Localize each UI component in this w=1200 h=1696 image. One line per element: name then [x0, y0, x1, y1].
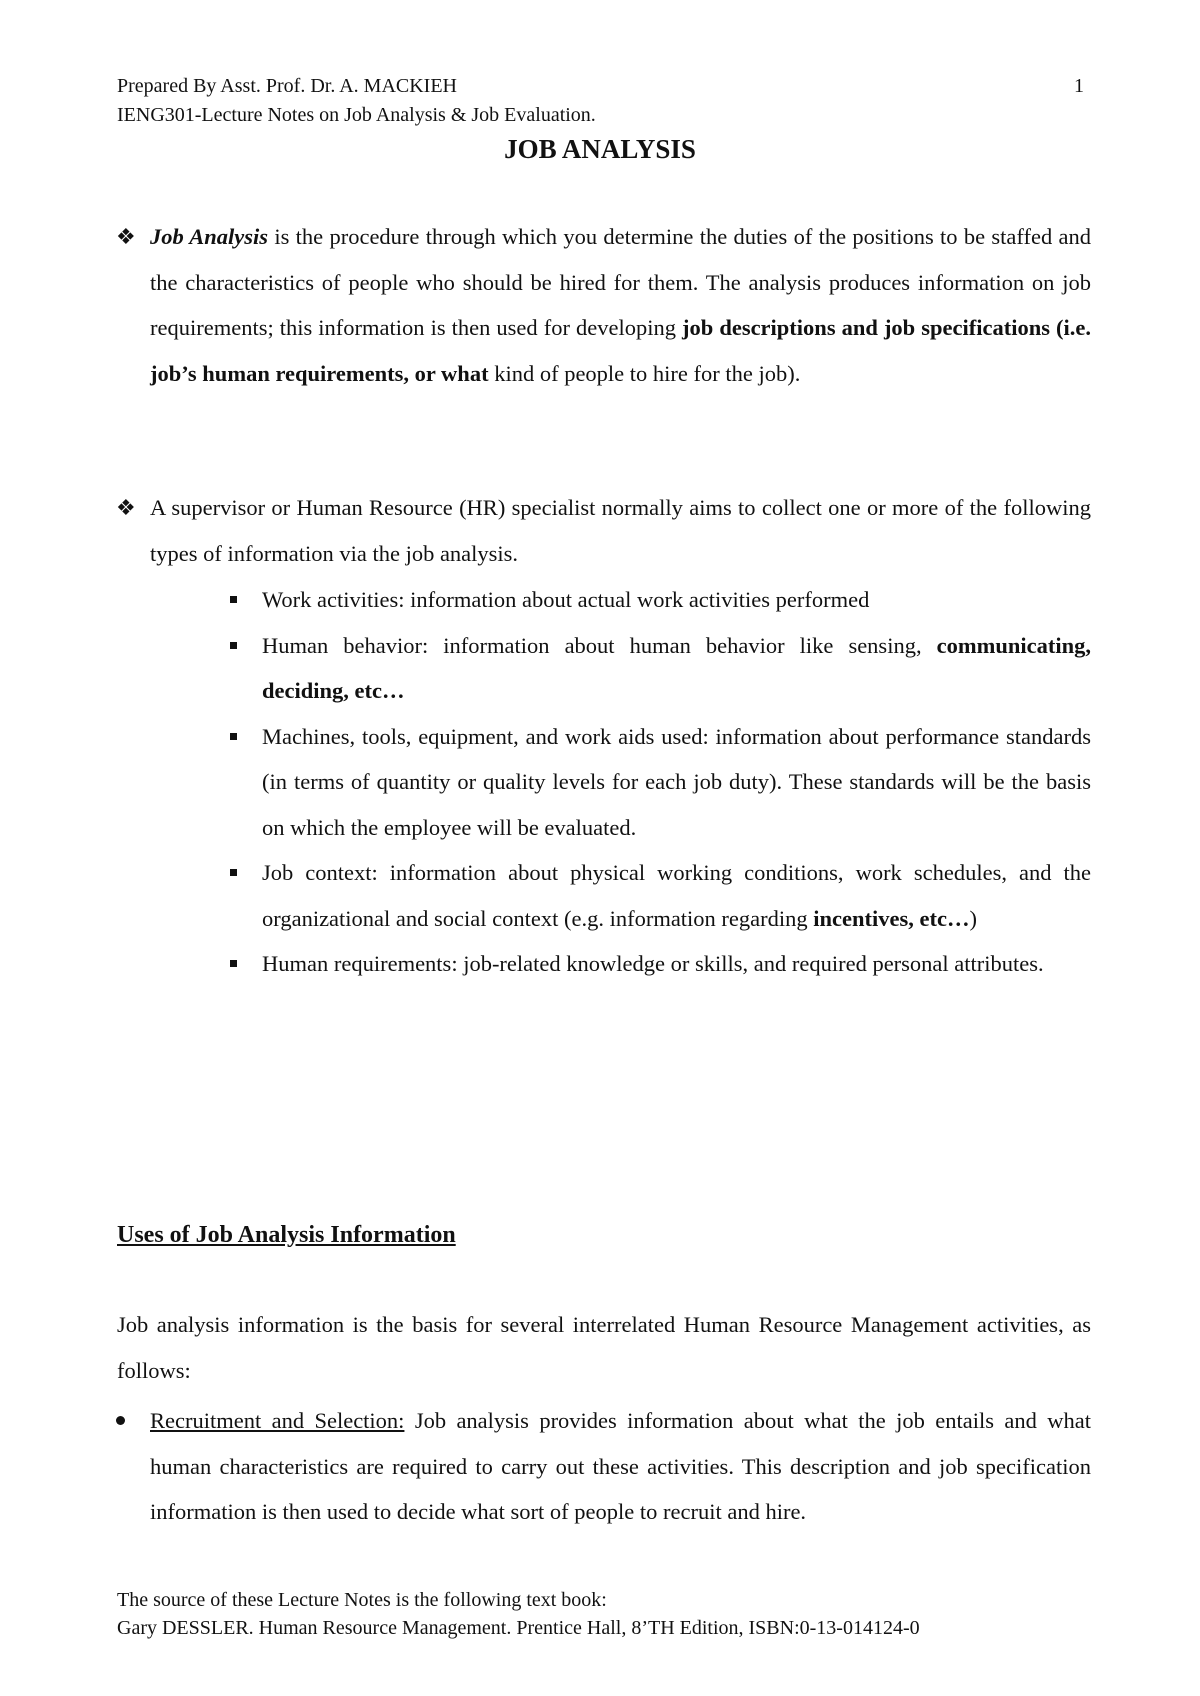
section-heading: Uses of Job Analysis Information — [117, 1222, 456, 1248]
header-author: Prepared By Asst. Prof. Dr. A. MACKIEH — [117, 75, 457, 97]
uses-list-item-recruitment — [150, 1398, 1091, 1535]
definition-text: is the procedure through which you determine the duties of the positions to be staffed and the characteristics of people who should be hired for them. The analysis produces information on job requirements; this information is then used for developing — [150, 224, 1092, 340]
recruitment-label: Recruitment and Selection: — [150, 1408, 405, 1433]
list-item: Human behavior: information about human behavior like sensing, communicating, deciding, etc… — [262, 623, 1091, 714]
recruitment-text: Job analysis provides information about what the job entails and what human characteristics are required to carry out these activities. This description and job specification information is then used to decide what sort of people to recruit and hire. — [150, 1408, 1091, 1524]
header-course: IENG301-Lecture Notes on Job Analysis & Job Evaluation. — [117, 104, 596, 126]
footer-source-line: The source of these Lecture Notes is the following text book: — [117, 1589, 607, 1611]
definition-bold-text: job descriptions and job specifications (i.e. job’s human requirements, or what — [150, 315, 1092, 386]
list-item: Job context: information about physical working conditions, work schedules, and the organizational and social context (e.g. information regarding incentives, etc…) — [262, 850, 1091, 941]
page-number: 1 — [1074, 75, 1084, 97]
list-item: Human requirements: job-related knowledge or skills, and required personal attributes. — [262, 941, 1091, 987]
diamond-bullet-icon: ❖ — [116, 224, 136, 249]
square-bullet-icon — [230, 642, 237, 649]
section-intro-paragraph: Job analysis information is the basis for several interrelated Human Resource Management activities, as follows: — [117, 1312, 1091, 1383]
square-bullet-icon — [230, 733, 237, 740]
square-bullet-icon — [230, 596, 237, 603]
list-item: Work activities: information about actual work activities performed — [262, 577, 1091, 623]
page-title: JOB ANALYSIS — [504, 134, 696, 164]
term-job-analysis: Job Analysis — [150, 224, 269, 249]
round-bullet-icon — [116, 1416, 125, 1425]
square-bullet-icon — [230, 869, 237, 876]
bullet-job-analysis-definition — [116, 214, 1092, 396]
footer-citation: Gary DESSLER. Human Resource Management. Prentice Hall, 8’TH Edition, ISBN:0-13-014124-0 — [117, 1617, 920, 1639]
bullet-information-types-intro — [116, 485, 1091, 576]
intro-text: A supervisor or Human Resource (HR) specialist normally aims to collect one or more of the following types of information via the job analysis. — [150, 495, 1091, 566]
definition-tail-text: kind of people to hire for the job). — [488, 360, 801, 386]
information-types-list — [262, 577, 1091, 987]
diamond-bullet-icon: ❖ — [116, 495, 136, 520]
square-bullet-icon — [230, 960, 237, 967]
list-item: Machines, tools, equipment, and work aids used: information about performance standards (in terms of quantity or quality levels for each job duty). These standards will be the basis on which the employee will be evaluated. — [262, 714, 1091, 851]
